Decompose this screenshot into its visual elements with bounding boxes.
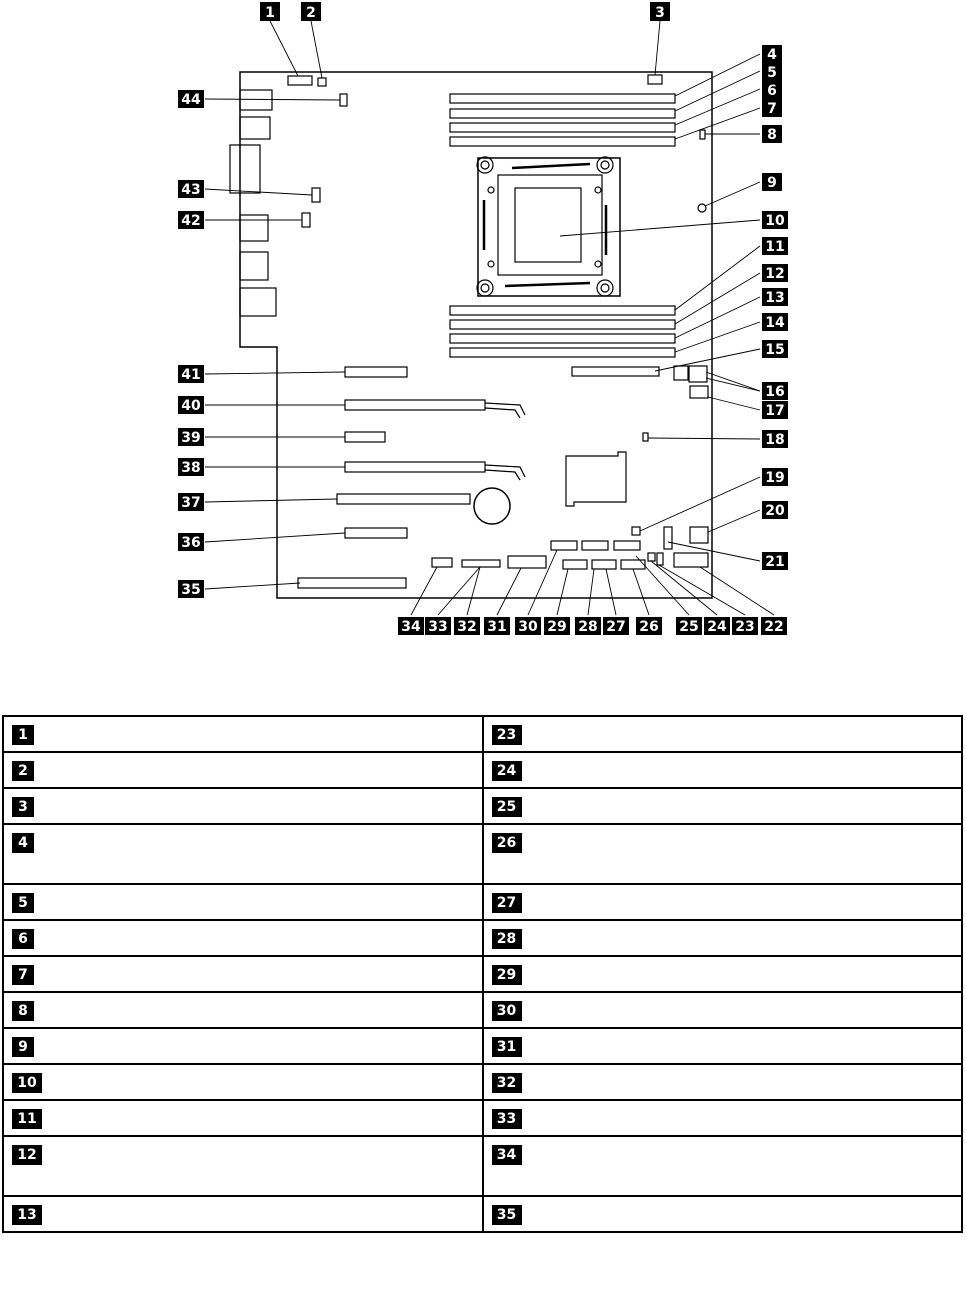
dimm-slot bbox=[450, 334, 675, 343]
power-connector bbox=[689, 366, 707, 382]
legend-badge: 9 bbox=[12, 1037, 34, 1057]
legend-cell-right bbox=[483, 1100, 963, 1136]
legend-badge: 1 bbox=[12, 725, 34, 745]
dimm-slot bbox=[450, 137, 675, 146]
sata-connector bbox=[551, 541, 577, 550]
legend-cell-right bbox=[483, 824, 963, 884]
legend-cell-left bbox=[3, 884, 483, 920]
chipset-heatsink bbox=[566, 452, 626, 506]
legend-cell-right bbox=[483, 992, 963, 1028]
legend-cell-left bbox=[3, 824, 483, 884]
cpu-socket-inner bbox=[498, 175, 602, 275]
connector bbox=[700, 130, 705, 139]
connector bbox=[302, 213, 310, 227]
callout-label: 41 bbox=[181, 367, 201, 383]
legend-row bbox=[3, 1028, 962, 1064]
sata-connector bbox=[563, 560, 587, 569]
legend-badge: 29 bbox=[492, 965, 522, 985]
legend-cell-left bbox=[3, 920, 483, 956]
sata-connector bbox=[592, 560, 616, 569]
legend-cell-right bbox=[483, 956, 963, 992]
callout-label: 28 bbox=[578, 619, 598, 635]
legend-cell-right bbox=[483, 1196, 963, 1232]
callout-label: 22 bbox=[764, 619, 784, 635]
rear-io-port bbox=[230, 145, 260, 193]
connector bbox=[643, 433, 648, 441]
legend-cell-left bbox=[3, 788, 483, 824]
callout-label: 44 bbox=[181, 92, 201, 108]
legend-row bbox=[3, 884, 962, 920]
pcie-slot bbox=[345, 462, 485, 472]
callout-label: 26 bbox=[639, 619, 659, 635]
callout-label: 11 bbox=[765, 239, 785, 255]
legend-row bbox=[3, 788, 962, 824]
callout-label: 43 bbox=[181, 182, 201, 198]
callout-label: 36 bbox=[181, 535, 201, 551]
legend-badge: 33 bbox=[492, 1109, 522, 1129]
dimm-slot bbox=[450, 94, 675, 103]
legend-badge: 31 bbox=[492, 1037, 522, 1057]
connector bbox=[340, 94, 347, 106]
legend-badge: 5 bbox=[12, 893, 34, 913]
connector bbox=[648, 75, 662, 84]
legend-badge: 24 bbox=[492, 761, 522, 781]
callout-label: 29 bbox=[547, 619, 567, 635]
legend-row bbox=[3, 752, 962, 788]
legend-row bbox=[3, 992, 962, 1028]
legend-badge: 12 bbox=[12, 1145, 42, 1165]
dimm-slot bbox=[450, 109, 675, 118]
power-connector bbox=[690, 386, 708, 398]
pci-slot bbox=[298, 578, 406, 588]
pcie-slot bbox=[345, 367, 407, 377]
connector bbox=[318, 78, 326, 86]
legend-badge: 34 bbox=[492, 1145, 522, 1165]
callout-label: 37 bbox=[181, 495, 201, 511]
legend-badge: 4 bbox=[12, 833, 34, 853]
pcie-slot bbox=[345, 528, 407, 538]
legend-badge: 6 bbox=[12, 929, 34, 949]
pci-slot bbox=[337, 494, 470, 504]
callout-label: 31 bbox=[487, 619, 507, 635]
legend-cell-left bbox=[3, 1196, 483, 1232]
callout-label: 24 bbox=[707, 619, 727, 635]
legend-badge: 23 bbox=[492, 725, 522, 745]
legend-cell-right bbox=[483, 920, 963, 956]
legend-badge: 11 bbox=[12, 1109, 42, 1129]
callout-label: 10 bbox=[765, 213, 785, 229]
legend-cell-right bbox=[483, 716, 963, 752]
connector bbox=[657, 553, 663, 565]
legend-cell-right bbox=[483, 1136, 963, 1196]
legend-cell-left bbox=[3, 1100, 483, 1136]
callout-label: 33 bbox=[428, 619, 448, 635]
connector bbox=[508, 556, 546, 568]
legend-badge: 26 bbox=[492, 833, 522, 853]
callout-label: 19 bbox=[765, 470, 785, 486]
callout-label: 38 bbox=[181, 460, 201, 476]
dimm-slot bbox=[450, 348, 675, 357]
legend-badge: 28 bbox=[492, 929, 522, 949]
connector bbox=[462, 560, 500, 567]
callout-label: 14 bbox=[765, 315, 785, 331]
legend-row bbox=[3, 1064, 962, 1100]
connector bbox=[648, 553, 655, 561]
legend-cell-left bbox=[3, 1064, 483, 1100]
callout-label: 18 bbox=[765, 432, 785, 448]
legend-badge: 25 bbox=[492, 797, 522, 817]
pcie-slot bbox=[572, 367, 659, 376]
power-connector bbox=[690, 527, 708, 543]
legend-badge: 7 bbox=[12, 965, 34, 985]
legend-badge: 35 bbox=[492, 1205, 522, 1225]
callout-label: 7 bbox=[767, 101, 777, 117]
callout-label: 2 bbox=[306, 5, 316, 21]
callout-label: 8 bbox=[767, 127, 777, 143]
legend-cell-right bbox=[483, 788, 963, 824]
callout-label: 23 bbox=[735, 619, 755, 635]
callout-label: 39 bbox=[181, 430, 201, 446]
callout-label: 15 bbox=[765, 342, 785, 358]
callout-label: 30 bbox=[518, 619, 538, 635]
legend-badge: 30 bbox=[492, 1001, 522, 1021]
legend-row bbox=[3, 1136, 962, 1196]
callout-label: 17 bbox=[765, 403, 785, 419]
callout-label: 27 bbox=[606, 619, 626, 635]
rear-io-port bbox=[240, 90, 272, 110]
legend-badge: 10 bbox=[12, 1073, 42, 1093]
callout-label: 4 bbox=[767, 47, 777, 63]
callout-label: 25 bbox=[679, 619, 699, 635]
callout-label: 6 bbox=[767, 83, 777, 99]
legend-badge: 27 bbox=[492, 893, 522, 913]
legend-row bbox=[3, 956, 962, 992]
pcie-slot bbox=[345, 432, 385, 442]
callout-label: 32 bbox=[457, 619, 477, 635]
rear-io-port bbox=[240, 288, 276, 316]
legend-badge: 8 bbox=[12, 1001, 34, 1021]
connector bbox=[664, 527, 672, 549]
connector bbox=[698, 204, 706, 212]
legend-row bbox=[3, 824, 962, 884]
callout-label: 9 bbox=[767, 175, 777, 191]
callout-label: 13 bbox=[765, 290, 785, 306]
callout-label: 12 bbox=[765, 266, 785, 282]
connector bbox=[674, 553, 708, 567]
callout-label: 35 bbox=[181, 582, 201, 598]
callout-label: 16 bbox=[765, 384, 785, 400]
callout-label: 21 bbox=[765, 554, 785, 570]
rear-io-port bbox=[240, 117, 270, 139]
rear-io-port bbox=[240, 252, 268, 280]
pcie-slot bbox=[345, 400, 485, 410]
callout-label: 34 bbox=[401, 619, 421, 635]
legend-badge: 3 bbox=[12, 797, 34, 817]
battery bbox=[474, 488, 510, 524]
connector bbox=[632, 527, 640, 535]
legend-row bbox=[3, 716, 962, 752]
connector bbox=[288, 76, 312, 85]
callout-label: 1 bbox=[265, 5, 275, 21]
legend-badge: 32 bbox=[492, 1073, 522, 1093]
legend-row bbox=[3, 920, 962, 956]
legend-badge: 2 bbox=[12, 761, 34, 781]
legend-row bbox=[3, 1100, 962, 1136]
dimm-slot bbox=[450, 320, 675, 329]
legend-cell-right bbox=[483, 1064, 963, 1100]
power-connector bbox=[674, 366, 688, 380]
legend-cell-left bbox=[3, 1136, 483, 1196]
legend-cell-left bbox=[3, 992, 483, 1028]
callout-label: 42 bbox=[181, 213, 201, 229]
legend-cell-left bbox=[3, 1028, 483, 1064]
sata-connector bbox=[582, 541, 608, 550]
legend-cell-right bbox=[483, 884, 963, 920]
callout-label: 20 bbox=[765, 503, 785, 519]
legend-badge: 13 bbox=[12, 1205, 42, 1225]
callout-label: 40 bbox=[181, 398, 201, 414]
callout-label: 5 bbox=[767, 65, 777, 81]
callout-label: 3 bbox=[655, 5, 665, 21]
dimm-slot bbox=[450, 123, 675, 132]
legend-cell-left bbox=[3, 716, 483, 752]
connector bbox=[312, 188, 320, 202]
board-outline bbox=[240, 72, 712, 598]
legend-table bbox=[2, 715, 963, 1233]
rear-io-port bbox=[240, 215, 268, 241]
connector bbox=[432, 558, 452, 567]
cpu-die bbox=[515, 188, 581, 262]
sata-connector bbox=[614, 541, 640, 550]
dimm-slot bbox=[450, 306, 675, 315]
legend-row bbox=[3, 1196, 962, 1232]
legend-cell-left bbox=[3, 752, 483, 788]
legend-cell-left bbox=[3, 956, 483, 992]
legend-cell-right bbox=[483, 1028, 963, 1064]
legend-cell-right bbox=[483, 752, 963, 788]
callout-badges bbox=[178, 2, 788, 635]
